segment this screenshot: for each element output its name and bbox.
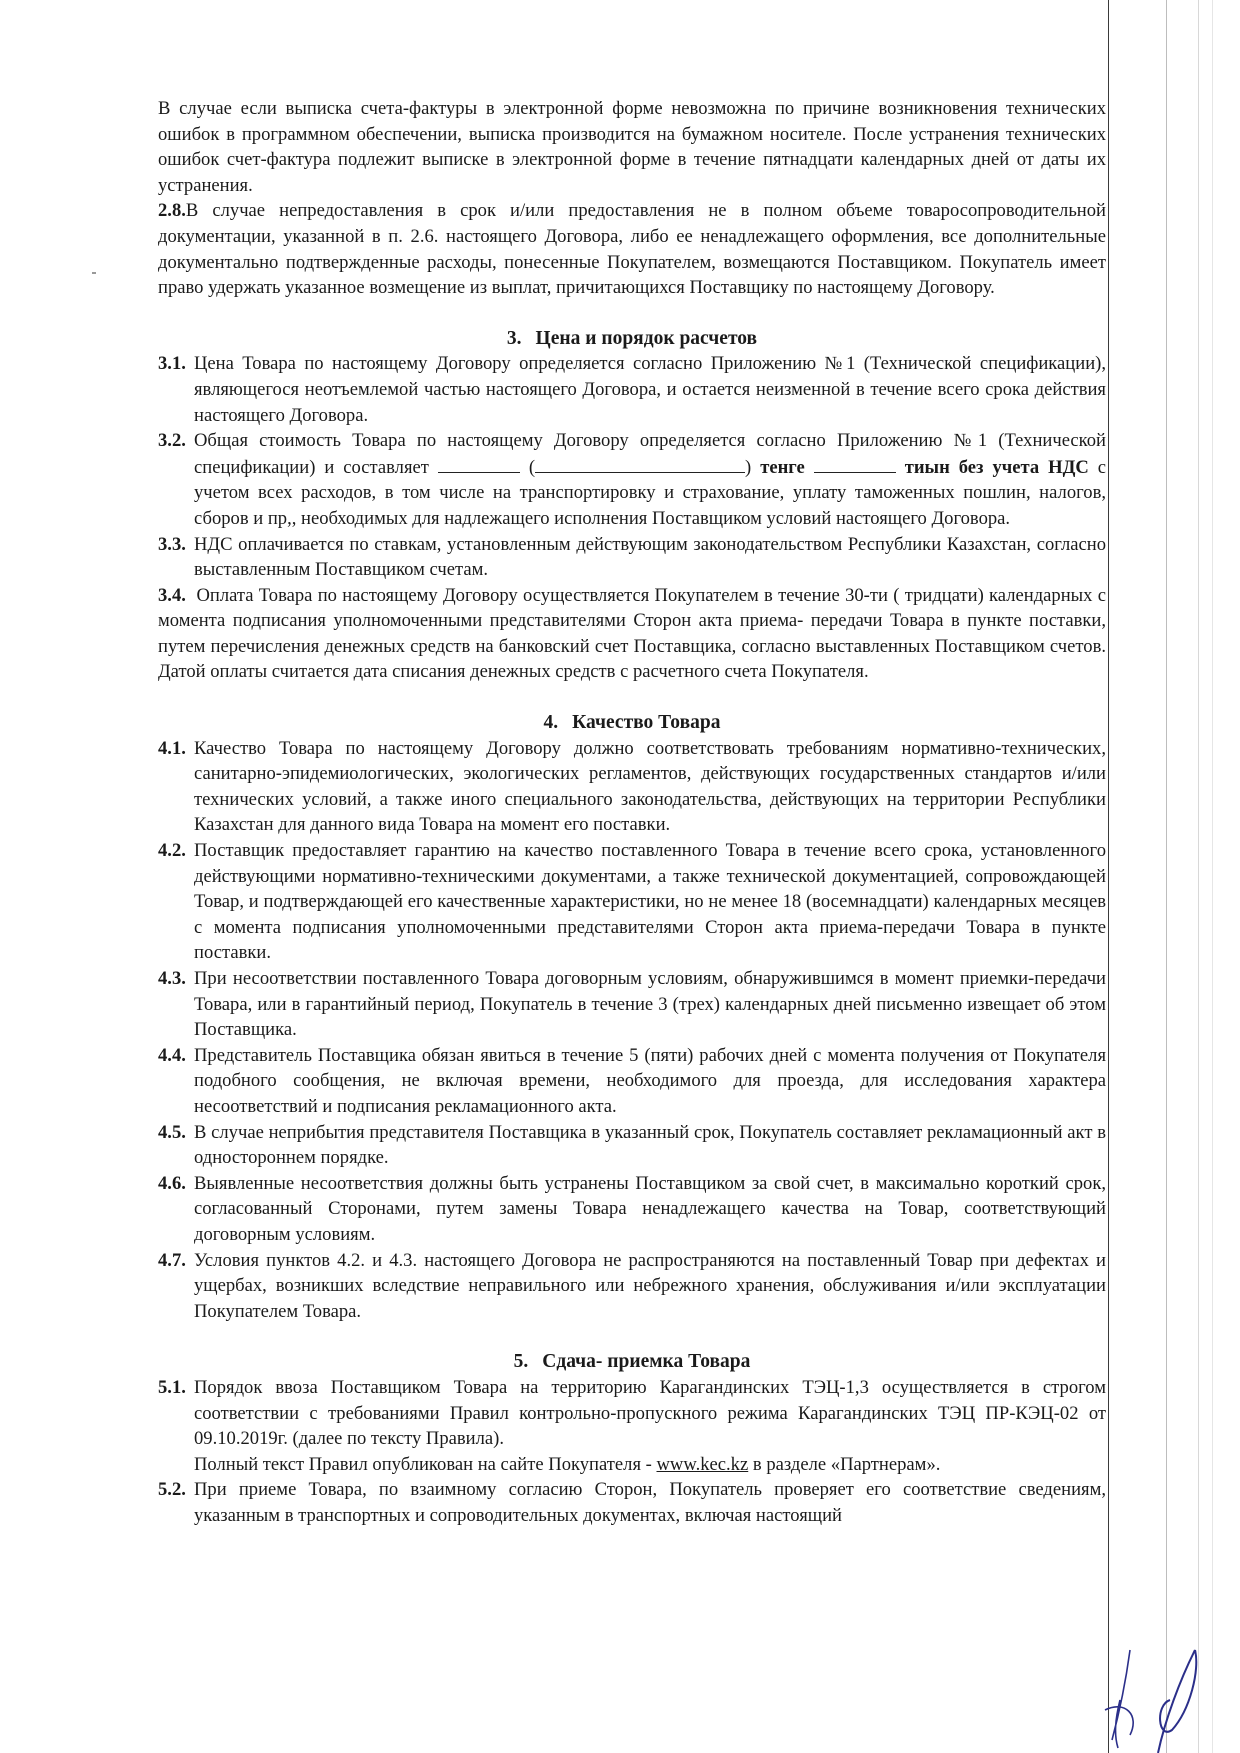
section-number: 4. [543,712,559,734]
document-body [158,96,1106,1528]
kec-website-link[interactable]: www.kec.kz [656,1453,749,1475]
clause-3-2 [158,428,1106,531]
clause-text-part: Порядок ввоза Поставщиком Товара на территорию Карагандинских ТЭЦ-1,3 осуществляется в строгом соответствии с требованиями Правил контрольно-пропускного режима Карагандинских ТЭЦ ПР-КЭЦ-02 от 09.10.2019г. (далее по тексту Правила). [194,1376,1106,1450]
clause-5-2 [158,1477,1106,1528]
tiyn-excl-vat: тиын без учета НДС [904,456,1089,478]
clause-4-3 [158,966,1106,1043]
signature-stroke [1158,1650,1196,1753]
clause-4-7 [158,1248,1106,1325]
clause-number: 3.3. [158,533,186,555]
clause-number: 2.8. [158,200,186,222]
currency-tenge: тенге [760,456,805,478]
clause-number: 4.7. [158,1249,186,1271]
clause-5-1 [158,1375,1106,1477]
clause-4-4 [158,1043,1106,1120]
clause-text: Представитель Поставщика обязан явиться в течение 5 (пяти) рабочих дней с момента получения от Покупателя подобного сообщения, не включая времени, необходимого для проезда, для исследования характера несоответствий и подписания рекламационного акта. [194,1044,1106,1117]
page-edge-line [1108,0,1109,1753]
clause-text: При несоответствии поставленного Товара договорным условиям, обнаружившимся в момент приемки-передачи Товара, или в гарантийный период, Покупатель в течение 3 (трех) календарных дней письменно извещает об этом Поставщика. [194,968,1106,1041]
clause-3-3 [158,532,1106,583]
amount-blank-field [438,454,520,473]
section-title: Сдача- приемка Товара [542,1351,751,1373]
scan-line [1166,0,1167,1753]
scan-speck [92,272,96,274]
amount-words-blank-field [535,454,745,473]
clause-4-1 [158,736,1106,838]
clause-text: Оплата Товара по настоящему Договору осуществляется Покупателем в течение 30-ти ( тридцати) календарных с момента подписания уполномоченными представителями Сторон акта приема- передачи Товара в пункте поставки, путем перечисления денежных средств на банковский счет Поставщика, согласно выставленных Поставщиком счетов. Датой оплаты считается дата списания денежных средств с расчетного счета Покупателя. [158,584,1106,683]
clause-4-6 [158,1171,1106,1248]
clause-number: 5.2. [158,1479,186,1501]
clause-text: НДС оплачивается по ставкам, установленным действующим законодательством Республики Казахстан, согласно выставленным Поставщиком счетам. [194,533,1106,581]
clause-number: 4.2. [158,840,186,862]
clause-text: Выявленные несоответствия должны быть устранены Поставщиком за свой счет, в максимально короткий срок, согласованный Сторонами, путем замены Товара ненадлежащего качества на Товар, соответствующий договорным условиям. [194,1172,1106,1245]
clause-2-8 [158,198,1106,300]
signature-stroke [1105,1650,1133,1748]
clause-4-2 [158,838,1106,966]
clause-text-part: в разделе «Партнерам». [752,1453,941,1475]
clause-number: 3.2. [158,430,186,452]
clause-number: 4.5. [158,1121,186,1143]
clause-number: 4.6. [158,1172,186,1194]
section-number: 3. [506,327,522,349]
clause-text-part: с учетом всех расходов, в том числе на транспортировку и страхование, уплату таможенных пошлин, налогов, сборов и пр,, необходимых для надлежащего исполнения Поставщиком условий настоящего Договора. [194,456,1107,529]
paren: ) [745,456,752,478]
paren: ( [528,456,536,478]
section-title: Цена и порядок расчетов [535,327,758,349]
clause-number: 4.1. [158,737,186,759]
clause-number: 4.3. [158,968,186,989]
clause-text [194,1375,1106,1477]
clause-3-1 [158,351,1106,428]
clause-text-part: Полный текст Правил опубликован на сайте Покупателя - [194,1453,652,1475]
scan-line [1212,0,1213,1753]
clause-number: 5.1. [158,1376,186,1398]
tiyn-blank-field [814,454,896,473]
section-title: Качество Товара [572,712,721,734]
section-number: 5. [513,1351,529,1373]
clause-text: В случае неприбытия представителя Поставщика в указанный срок, Покупатель составляет рекламационный акт в одностороннем порядке. [194,1121,1106,1169]
section-3-heading [158,326,1106,352]
clause-text: Качество Товара по настоящему Договору должно соответствовать требованиям нормативно-технических, санитарно-эпидемиологических, экологических регламентов, действующих государственных стандартов и/или технических условий, а также иного специального законодательства, действующих на территории Республики Казахстан для данного вида Товара на момент его поставки. [194,737,1106,836]
intro-paragraph: В случае если выписка счета-фактуры в электронной форме невозможна по причине возникновения технических ошибок в программном обеспечении, выписка производится на бумажном носителе. После устранения технических ошибок счет-фактура подлежит выписке в электронной форме в течение пятнадцати календарных дней от даты их устранения. [158,98,1106,196]
clause-number: 4.4. [158,1044,186,1066]
clause-text: Условия пунктов 4.2. и 4.3. настоящего Договора не распространяются на поставленный Товар при дефектах и ущербах, возникших вследствие неправильного или небрежного хранения, обслуживания и/или эксплуатации Покупателем Товара. [194,1249,1106,1322]
section-5-heading [158,1349,1106,1375]
clause-text: Цена Товара по настоящему Договору определяется согласно Приложению №1 (Технической спецификации), являющегося неотъемлемой частью настоящего Договора, и остается неизменной в течение всего срока действия настоящего Договора. [194,353,1106,426]
clause-number: 3.4. [158,584,186,606]
clause-text-part: Общая стоимость Товара по настоящему Договору определяется согласно Приложению №1 (Технической спецификации) и составляет [194,430,1106,478]
clause-4-5 [158,1120,1106,1171]
handwritten-signature [1100,1640,1220,1753]
scan-line [1198,0,1199,1753]
clause-text: При приеме Товара, по взаимному согласию Сторон, Покупатель проверяет его соответствие сведениям, указанным в транспортных и сопроводительных документах, включая настоящий [194,1479,1106,1526]
clause-text: В случае непредоставления в срок и/или предоставления не в полном объеме товаросопроводительной документации, указанной в п. 2.6. настоящего Договора, либо ее ненадлежащего оформления, все дополнительные документально подтвержденные расходы, понесенные Покупателем, возмещаются Поставщиком. Покупатель имеет право удержать указанное возмещение из выплат, причитающихся Поставщику по настоящему Договору. [158,200,1106,299]
clause-number: 3.1. [158,353,186,375]
clause-3-4 [158,583,1106,685]
section-4-heading [158,710,1106,736]
clause-text [194,428,1106,531]
clause-text: Поставщик предоставляет гарантию на качество поставленного Товара в течение всего срока, установленного действующими нормативно-техническими документами, а также технической документацией, сопровождающей Товар, и подтверждающей его качественные характеристики, но не менее 18 (восемнадцати) календарных месяцев с момента подписания уполномоченными представителями Сторон акта приема-передачи Товара в пункте поставки. [194,840,1106,964]
